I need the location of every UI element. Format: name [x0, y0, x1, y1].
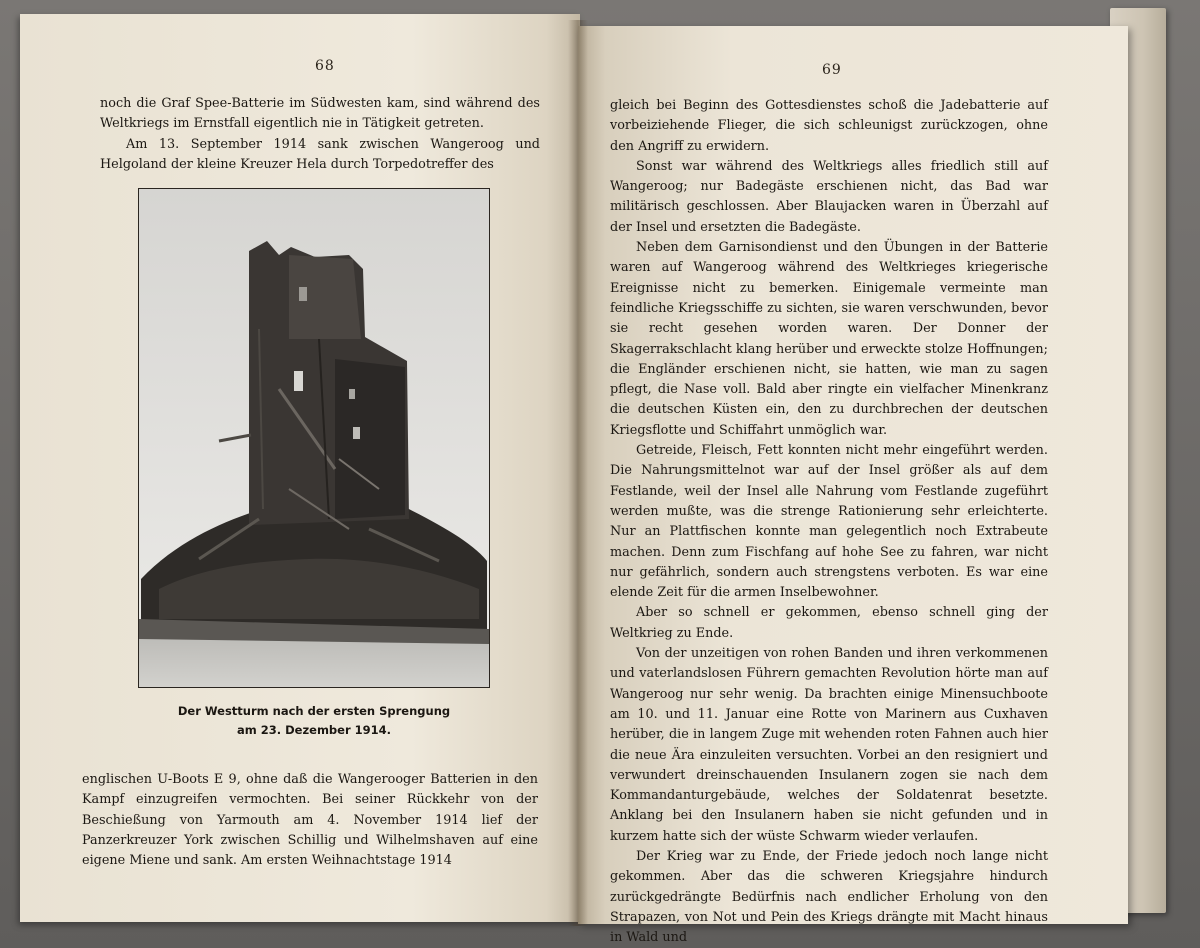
tower-ruin-illustration: [139, 189, 489, 687]
page-number-right: 69: [822, 62, 842, 78]
caption-line-1: Der Westturm nach der ersten Sprengung: [177, 704, 451, 718]
left-top-text: [100, 94, 540, 175]
left-bottom-text: [82, 770, 538, 871]
book-gutter: [568, 20, 588, 926]
page-number-left: 68: [315, 58, 335, 74]
right-text: [610, 96, 1048, 948]
caption-line-2: am 23. Dezember 1914.: [236, 723, 392, 737]
right-paragraph-7: Der Krieg war zu Ende, der Friede jedoch noch lange nicht gekommen. Aber das die schweren Kriegsjahre hindurch zurückgedrängte Bedürfnis nach endlicher Erholung von den Strapazen, von Not und Pein des Kriegs drängte mit Macht hinaus in Wald und: [610, 848, 1048, 946]
right-paragraph-5: Aber so schnell er gekommen, ebenso schnell ging der Weltkrieg zu Ende.: [610, 605, 1048, 641]
right-page: [578, 26, 1128, 946]
left-paragraph-3: englischen U-Boots E 9, ohne daß die Wangerooger Batterien in den Kampf einzugreifen vermochten. Bei seiner Rückkehr von der Beschießung von Yarmouth am 4. November 1914 lief der Panzerkreuzer York zwischen Schillig und Wilhelmshaven auf eine eigene Miene und sank. Am ersten Weihnachtstage 1914: [82, 772, 538, 869]
tower-ruin-photo: [138, 188, 490, 688]
left-paragraph-2: Am 13. September 1914 sank zwischen Wangeroog und Helgoland der kleine Kreuzer Hela durch Torpedotreffer des: [100, 136, 540, 172]
right-paragraph-6: Von der unzeitigen von rohen Banden und ihren verkommenen und vaterlandslosen Führern gemachten Revolution hörte man auf Wangeroog nur sehr wenig. Da brachten einige Minensuchboote am 10. und 11. Januar eine Rotte von Marinern aus Cuxhaven herüber, die in langem Zuge mit wehenden roten Fahnen auch hier die neue Ära einzuleiten versuchten. Vorbei an den resigniert und verwundert dreinschauenden Insulanern zogen sie nach dem Kommandanturgebäude, welches der Soldatenrat besetzte. Anklang bei den Insulanern haben sie nicht gefunden und in kurzem hatte sich der wüste Schwarm wieder verlaufen.: [610, 646, 1048, 844]
photo-caption: [138, 702, 490, 740]
left-paragraph-1: noch die Graf Spee-Batterie im Südwesten kam, sind während des Weltkriegs im Ernstfall eigentlich nie in Tätigkeit getreten.: [100, 96, 540, 132]
right-paragraph-4: Getreide, Fleisch, Fett konnten nicht mehr eingeführt werden. Die Nahrungsmittelnot war auf der Insel größer als auf dem Festlande, weil der Insel alle Nahrung vom Festlande zugeführt werden mußte, was die strenge Rationierung sehr erleichterte. Nur an Plattfischen konnte man gelegentlich noch Extrabeute machen. Denn zum Fischfang auf hohe See zu fahren, war nicht nur gefährlich, sondern auch strengstens verboten. Es war eine elende Zeit für die armen Inselbewohner.: [610, 443, 1048, 601]
right-paragraph-3: Neben dem Garnisondienst und den Übungen in der Batterie waren auf Wangeroog während des Weltkrieges kriegerische Ereignisse nicht zu bemerken. Einigemale vermeinte man feindliche Kriegsschiffe zu sichten, sie waren verschwunden, bevor sie recht gesehen worden waren. Der Donner der Skagerrakschlacht klang herüber und erweckte stolze Hoffnungen; die Engländer erschienen nicht, sie hatten, wie man zu sagen pflegt, die Nase voll. Bald aber ringte ein vielfacher Minenkranz die deutschen Küsten ein, den zu durchbrechen der deutschen Kriegsflotte und Schiffahrt unmöglich war.: [610, 240, 1048, 438]
right-paragraph-1: gleich bei Beginn des Gottesdienstes schoß die Jadebatterie auf vorbeiziehende Flieger, die sich schleunigst zurückzogen, ohne den Angriff zu erwidern.: [610, 98, 1048, 154]
right-paragraph-2: Sonst war während des Weltkriegs alles friedlich still auf Wangeroog; nur Badegäste erschienen nicht, das Bad war militärisch geschlossen. Aber Blaujacken waren in Überzahl auf der Insel und ersetzten die Badegäste.: [610, 158, 1048, 235]
